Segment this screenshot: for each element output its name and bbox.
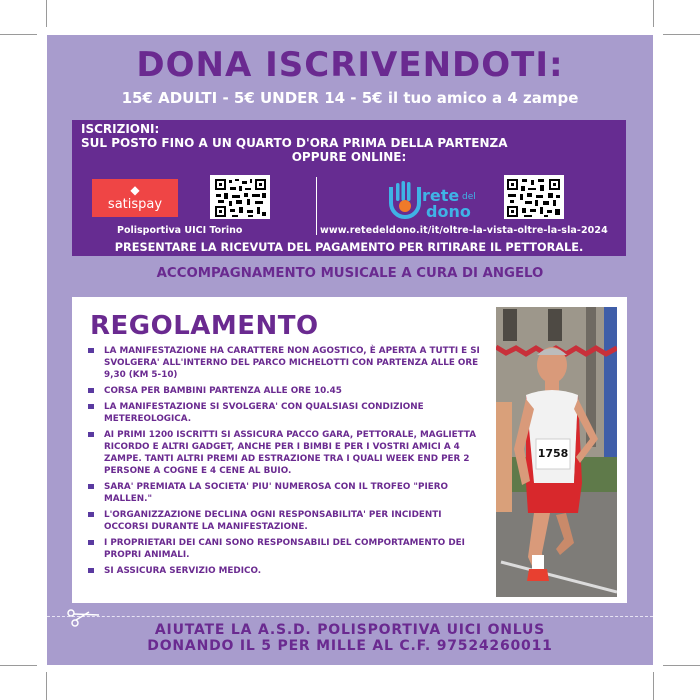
bullet-icon [88, 404, 94, 409]
rule-text: LA MANIFESTAZIONE SI SVOLGERA' CON QUALSIASI CONDIZIONE METEREOLOGICA. [104, 402, 424, 424]
regolamento-title: REGOLAMENTO [90, 311, 319, 341]
list-item [87, 385, 487, 397]
rule-text: L'ORGANIZZAZIONE DECLINA OGNI RESPONSABILITA' PER INCIDENTI OCCORSI DURANTE LA MANIFESTAZIONE. [104, 510, 442, 532]
bullet-icon [88, 388, 94, 393]
registration-heading [81, 122, 508, 150]
divider [316, 177, 317, 235]
registration-box [72, 120, 626, 256]
satispay-qr-code[interactable] [210, 175, 270, 219]
registration-title: ISCRIZIONI: [81, 122, 160, 136]
rule-text: SI ASSICURA SERVIZIO MEDICO. [104, 566, 262, 576]
flyer-panel [47, 35, 653, 665]
rule-text: I PROPRIETARI DEI CANI SONO RESPONSABILI DEL COMPORTAMENTO DEI PROPRI ANIMALI. [104, 538, 465, 560]
online-label: OPPURE ONLINE: [291, 150, 407, 164]
retedeldono-url[interactable]: www.retedeldono.it/it/oltre-la-vista-oltre-la-sla-2024 [320, 225, 608, 236]
list-item [87, 345, 487, 381]
runner-photo [496, 307, 617, 597]
bullet-icon [88, 568, 94, 573]
rule-text: CORSA PER BAMBINI PARTENZA ALLE ORE 10.45 [104, 386, 342, 396]
footer-line-2: DONANDO IL 5 PER MILLE AL C.F. 97524260011 [147, 638, 553, 654]
bullet-icon [88, 348, 94, 353]
footer-line-1: AIUTATE LA A.S.D. POLISPORTIVA UICI ONLUS [154, 622, 546, 638]
donation-footer [47, 622, 653, 654]
satispay-wordmark: satispay [107, 197, 163, 212]
dono-wordmark: dono [426, 202, 471, 221]
satispay-icon: ◆ [130, 183, 140, 197]
bullet-icon [88, 432, 94, 437]
regolamento-box [72, 297, 627, 603]
crop-mark [653, 0, 654, 27]
crop-mark [46, 0, 47, 27]
rule-text: LA MANIFESTAZIONE HA CARATTERE NON AGOSTICO, È APERTA A TUTTI E SI SVOLGERA' ALL'INTERNO DEL PARCO MICHELOTTI CON PARTENZA ALLE ORE 9,30 (KM 5-10) [104, 346, 480, 380]
music-note: ACCOMPAGNAMENTO MUSICALE A CURA DI ANGELO [156, 266, 544, 281]
list-item [87, 537, 487, 561]
crop-mark [663, 665, 700, 666]
page-title: DONA ISCRIVENDOTI: [136, 45, 564, 85]
rules-list [87, 345, 487, 581]
rete-wordmark: rete [422, 186, 460, 205]
list-item [87, 401, 487, 425]
satispay-logo[interactable] [92, 179, 178, 217]
del-wordmark: del [462, 192, 476, 202]
rule-text: SARA' PREMIATA LA SOCIETA' PIU' NUMEROSA CON IL TROFEO "PIERO MALLEN." [104, 482, 448, 504]
list-item [87, 509, 487, 533]
list-item [87, 429, 487, 477]
receipt-note: PRESENTARE LA RICEVUTA DEL PAGAMENTO PER RITIRARE IL PETTORALE. [114, 241, 584, 254]
crop-mark [653, 672, 654, 700]
crop-mark [46, 672, 47, 700]
bullet-icon [88, 484, 94, 489]
bullet-icon [88, 540, 94, 545]
retedeldono-qr-code[interactable] [504, 175, 564, 219]
price-line: 15€ ADULTI - 5€ UNDER 14 - 5€ il tuo amico a 4 zampe [121, 89, 579, 107]
crop-mark [0, 34, 37, 35]
satispay-caption: Polisportiva UICI Torino [117, 225, 243, 236]
onsite-note: SUL POSTO FINO A UN QUARTO D'ORA PRIMA DELLA PARTENZA [81, 136, 508, 150]
list-item [87, 481, 487, 505]
hand-icon [391, 181, 419, 217]
bullet-icon [88, 512, 94, 517]
runner-bib: 1758 [537, 447, 569, 460]
list-item [87, 565, 487, 577]
retedeldono-logo[interactable] [386, 179, 492, 221]
cut-line [47, 616, 653, 617]
crop-mark [663, 34, 700, 35]
rule-text: AI PRIMI 1200 ISCRITTI SI ASSICURA PACCO GARA, PETTORALE, MAGLIETTA RICORDO E ALTRI GADGET, ANCHE PER I BIMBI E PER I VOSTRI AMICI A 4 ZAMPE. TANTI ALTRI PREMI AD ESTRAZIONE TRA I QUALI WEEK END PER 2 PERSONE A COGNE E 4 CENE AL BUIO. [104, 430, 477, 476]
crop-mark [0, 665, 37, 666]
